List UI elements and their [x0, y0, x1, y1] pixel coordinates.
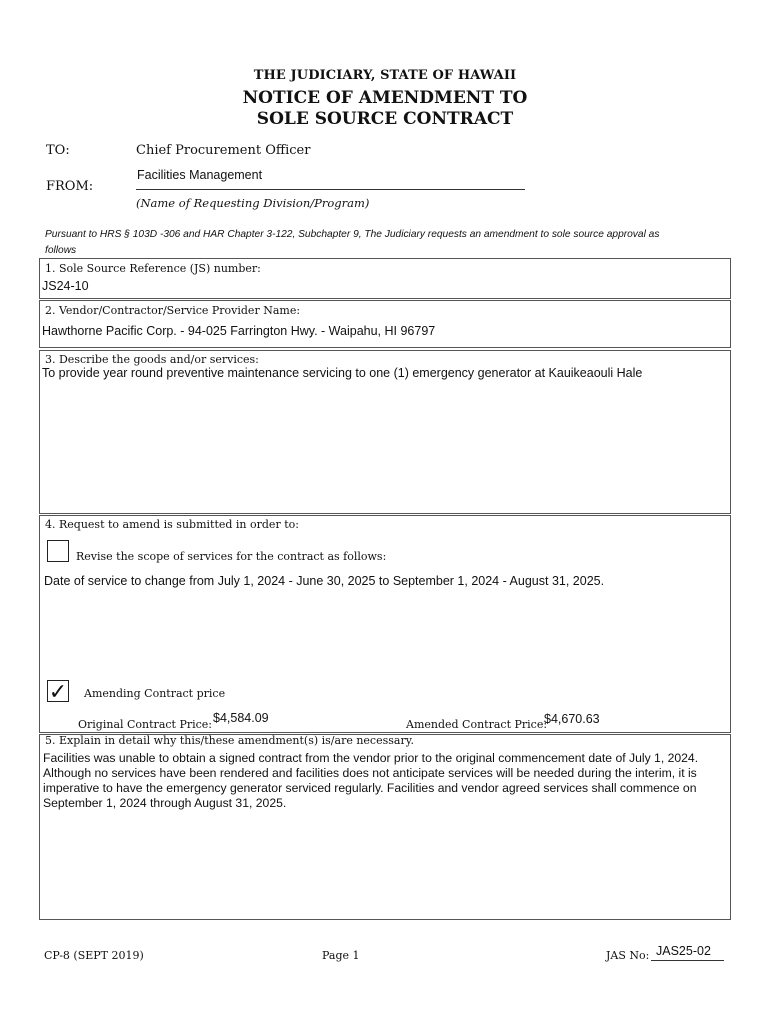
form-id: CP-8 (SEPT 2019)	[44, 949, 144, 962]
revise-scope-text-field[interactable]: Date of service to change from July 1, 2024 - June 30, 2025 to September 1, 2024 - August 31, 2025.	[44, 574, 605, 588]
pursuant-line1: Pursuant to HRS § 103D -306 and HAR Chapter 3-122, Subchapter 9, The Judiciary requests an amendment to sole source approval as	[45, 229, 660, 240]
section3-box	[39, 350, 731, 514]
js-number-field[interactable]: JS24-10	[42, 279, 89, 293]
page-number: Page 1	[322, 949, 360, 962]
original-price-label: Original Contract Price:	[78, 718, 213, 731]
section2-label: 2. Vendor/Contractor/Service Provider Name:	[45, 304, 301, 317]
from-value-field[interactable]: Facilities Management	[137, 168, 263, 182]
revise-scope-checkbox[interactable]	[47, 540, 69, 562]
section3-label: 3. Describe the goods and/or services:	[45, 353, 259, 366]
section4-box	[39, 515, 731, 733]
section4-label: 4. Request to amend is submitted in order to:	[45, 518, 299, 531]
section1-label: 1. Sole Source Reference (JS) number:	[45, 262, 261, 275]
original-price-field[interactable]: $4,584.09	[213, 711, 269, 725]
jas-number-field[interactable]: JAS25-02	[656, 944, 711, 958]
form-title-line2: SOLE SOURCE CONTRACT	[256, 109, 514, 129]
amended-price-field[interactable]: $4,670.63	[544, 712, 600, 726]
explanation-line: September 1, 2024 through August 31, 2025.	[43, 796, 287, 810]
revise-scope-label: Revise the scope of services for the contract as follows:	[76, 550, 387, 563]
vendor-name-field[interactable]: Hawthorne Pacific Corp. - 94-025 Farrington Hwy. - Waipahu, HI 96797	[42, 324, 436, 338]
amend-price-label: Amending Contract price	[84, 687, 226, 700]
form-title-line1: NOTICE OF AMENDMENT TO	[242, 88, 528, 108]
explanation-line: imperative to have the emergency generator serviced regularly. Facilities and vendor agreed services shall commence on	[43, 781, 697, 795]
from-underline	[136, 189, 525, 190]
section5-label: 5. Explain in detail why this/these amendment(s) is/are necessary.	[45, 734, 414, 747]
jas-label: JAS No:	[606, 949, 650, 962]
explanation-line: Facilities was unable to obtain a signed contract from the vendor prior to the original commencement date of July 1, 2024.	[43, 751, 699, 765]
amended-price-label: Amended Contract Price:	[406, 718, 548, 731]
section1-box	[39, 258, 731, 299]
section5-box	[39, 734, 731, 920]
explanation-line: Although no services have been rendered and facilities does not anticipate services will be needed during the interim, it is	[43, 766, 697, 780]
to-label: TO:	[46, 143, 70, 158]
goods-services-field[interactable]: To provide year round preventive maintenance servicing to one (1) emergency generator at Kauikeaouli Hale	[42, 366, 643, 380]
from-label: FROM:	[46, 179, 94, 194]
to-value: Chief Procurement Officer	[136, 143, 311, 158]
agency-title: THE JUDICIARY, STATE OF HAWAII	[253, 68, 517, 83]
from-caption: (Name of Requesting Division/Program)	[136, 196, 370, 210]
section2-box	[39, 300, 731, 348]
amend-price-checkbox[interactable]: ✓	[48, 679, 68, 704]
pursuant-line2: follows	[45, 245, 77, 256]
jas-underline	[651, 960, 724, 961]
